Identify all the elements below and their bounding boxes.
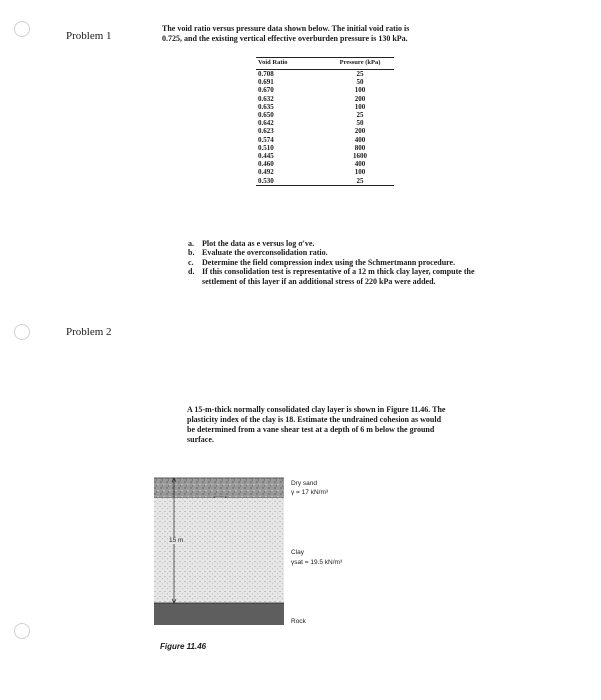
soil-profile-figure (154, 475, 284, 625)
table-row (256, 168, 394, 176)
void-ratio-cell: 0.510 (258, 143, 274, 152)
question-d (188, 267, 488, 286)
pressure-cell: 1600 (353, 152, 367, 161)
problem-2-line-4: surface. (187, 435, 214, 444)
binder-hole-middle (14, 324, 30, 340)
question-letter: a. (188, 239, 194, 248)
pressure-cell: 25 (356, 111, 364, 120)
question-letter: d. (188, 267, 195, 277)
table-header-row (256, 58, 394, 70)
problem-1-label: Problem 1 (66, 30, 112, 42)
table-row (256, 111, 394, 119)
table-row (256, 103, 394, 111)
rock-layer (154, 603, 284, 625)
void-ratio-cell: 0.642 (258, 119, 274, 128)
void-ratio-cell: 0.650 (258, 111, 274, 120)
table-row (256, 177, 394, 186)
question-a (188, 239, 488, 248)
void-ratio-cell: 0.670 (258, 86, 274, 95)
pressure-cell: 100 (354, 168, 366, 177)
table-row (256, 127, 394, 135)
figure-caption: Figure 11.46 (160, 642, 207, 651)
void-ratio-cell: 0.635 (258, 102, 274, 111)
rock-label: Rock (291, 618, 306, 625)
void-ratio-table (256, 57, 394, 186)
table-row (256, 144, 394, 152)
problem-2-line-3: be determined from a vane shear test at a depth of 6 m below the ground (187, 425, 435, 434)
void-ratio-cell: 0.445 (258, 152, 274, 161)
clay-layer (154, 498, 284, 603)
void-ratio-cell: 0.691 (258, 78, 274, 87)
table-row (256, 152, 394, 160)
question-list (188, 239, 488, 286)
header-void-ratio: Void Ratio (256, 58, 326, 70)
pressure-cell: 50 (356, 78, 364, 87)
problem-1-intro (162, 24, 502, 44)
question-letter: c. (188, 257, 194, 267)
void-ratio-cell: 0.632 (258, 94, 274, 103)
void-ratio-cell: 0.574 (258, 135, 274, 144)
header-pressure: Pressure (kPa) (326, 58, 394, 70)
depth-label: 15 m (169, 537, 184, 544)
question-text: Plot the data as e versus log σ′ve. (202, 239, 315, 248)
pressure-cell: 400 (354, 135, 366, 144)
problem-2-text (187, 405, 517, 445)
question-text: Determine the field compression index using the Schmertmann procedure. (202, 257, 456, 267)
question-letter: b. (188, 248, 195, 258)
dry-sand-layer (154, 478, 284, 498)
pressure-cell: 800 (354, 143, 366, 152)
table-row (256, 160, 394, 168)
table-row (256, 70, 394, 79)
pressure-cell: 25 (326, 177, 394, 186)
clay-label: Clay (291, 549, 305, 556)
binder-hole-bottom (14, 623, 30, 639)
question-b (188, 248, 488, 257)
table-row (256, 78, 394, 86)
table-row (256, 119, 394, 127)
void-ratio-cell: 0.530 (256, 177, 326, 186)
dry-sand-unit-weight: γ = 17 kN/m³ (291, 489, 329, 496)
clay-unit-weight: γsat = 19.5 kN/m³ (291, 559, 343, 566)
pressure-cell: 50 (356, 119, 364, 128)
pressure-cell: 400 (354, 160, 366, 169)
question-c (188, 258, 488, 267)
pressure-cell: 100 (354, 102, 366, 111)
pressure-cell: 200 (354, 94, 366, 103)
problem-2-line-2: plasticity index of the clay is 18. Estimate the undrained cohesion as would (187, 415, 442, 424)
pressure-cell: 200 (354, 127, 366, 136)
problem-2-label: Problem 2 (66, 326, 112, 338)
void-ratio-cell: 0.708 (258, 70, 274, 78)
void-ratio-cell: 0.460 (258, 160, 274, 169)
question-text: If this consolidation test is representative of a 12 m thick clay layer, compute the settlement of this layer if an additional stress of 220 kPa were added. (202, 267, 475, 286)
table-row (256, 86, 394, 94)
table-row (256, 95, 394, 103)
pressure-cell: 25 (356, 70, 364, 78)
pressure-cell: 100 (354, 86, 366, 95)
problem-2-line-1: A 15-m-thick normally consolidated clay layer is shown in Figure 11.46. The (187, 405, 446, 414)
dry-sand-label: Dry sand (291, 480, 318, 487)
void-ratio-cell: 0.623 (258, 127, 274, 136)
void-ratio-cell: 0.492 (258, 168, 274, 177)
intro-line-2: 0.725, and the existing vertical effective overburden pressure is 130 kPa. (162, 34, 408, 43)
table-row (256, 136, 394, 144)
question-text: Evaluate the overconsolidation ratio. (202, 248, 328, 258)
binder-hole-top (14, 21, 30, 37)
intro-line-1: The void ratio versus pressure data shown below. The initial void ratio is (162, 24, 410, 33)
